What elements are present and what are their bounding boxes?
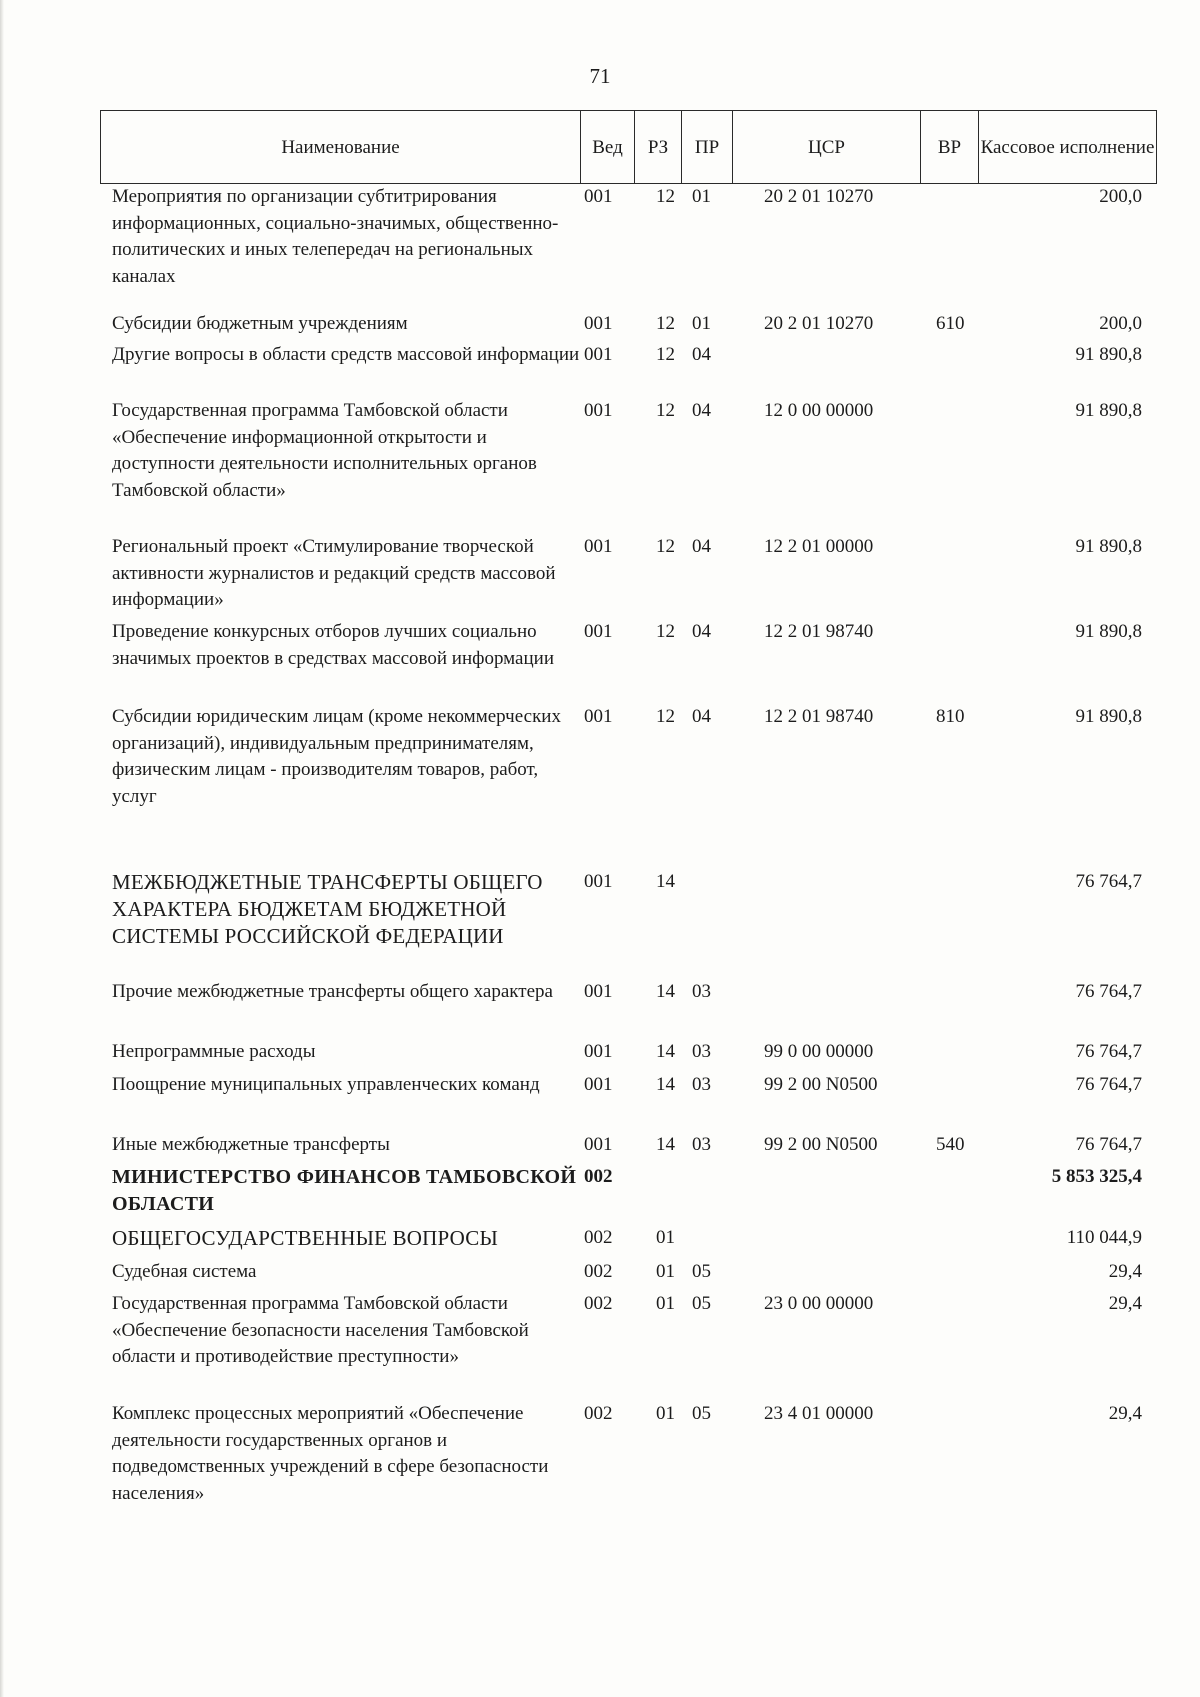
row-rz: 12 xyxy=(656,186,675,207)
row-pr: 05 xyxy=(692,1403,711,1424)
row-ved: 001 xyxy=(584,344,613,365)
row-ved: 002 xyxy=(584,1261,613,1282)
row-rz: 14 xyxy=(656,1041,675,1062)
row-pr: 03 xyxy=(692,1134,711,1155)
row-name: Субсидии бюджетным учреждениям xyxy=(112,313,408,334)
row-amount: 91 890,8 xyxy=(1075,621,1142,642)
row-name: Субсидии юридическим лицам (кроме некоммерческих организаций), индивидуальным предпринимателям, физическим лицам - производителям товаров, работ, услуг xyxy=(112,706,561,807)
row-rz: 14 xyxy=(656,1074,675,1095)
row-amount: 76 764,7 xyxy=(1075,1134,1142,1155)
row-amount: 76 764,7 xyxy=(1075,871,1142,892)
row-rz: 12 xyxy=(656,400,675,421)
row-amount: 200,0 xyxy=(1099,186,1142,207)
row-vr: 540 xyxy=(936,1134,965,1155)
row-pr: 04 xyxy=(692,344,711,365)
row-csr: 23 0 00 00000 xyxy=(764,1293,874,1314)
row-rz: 14 xyxy=(656,871,675,892)
row-amount: 29,4 xyxy=(1108,1261,1142,1282)
row-amount: 110 044,9 xyxy=(1066,1227,1142,1248)
row-amount: 76 764,7 xyxy=(1075,1041,1142,1062)
row-name: Иные межбюджетные трансферты xyxy=(112,1134,390,1155)
row-rz: 12 xyxy=(656,344,675,365)
row-amount: 91 890,8 xyxy=(1075,536,1142,557)
row-ved: 001 xyxy=(584,1074,613,1095)
row-pr: 01 xyxy=(692,186,711,207)
row-name: Проведение конкурсных отборов лучших социально значимых проектов в средствах массовой информации xyxy=(112,621,554,669)
row-csr: 20 2 01 10270 xyxy=(764,313,874,334)
row-amount: 200,0 xyxy=(1099,313,1142,334)
row-csr: 12 2 01 98740 xyxy=(764,706,874,727)
row-csr: 12 0 00 00000 xyxy=(764,400,874,421)
row-ved: 002 xyxy=(584,1293,613,1314)
header-vr: ВР xyxy=(920,111,978,183)
row-ved: 001 xyxy=(584,1041,613,1062)
row-name: МЕЖБЮДЖЕТНЫЕ ТРАНСФЕРТЫ ОБЩЕГО ХАРАКТЕРА БЮДЖЕТАМ БЮДЖЕТНОЙ СИСТЕМЫ РОССИЙСКОЙ ФЕДЕРАЦИИ xyxy=(112,870,543,948)
row-name: МИНИСТЕРСТВО ФИНАНСОВ ТАМБОВСКОЙ ОБЛАСТИ xyxy=(112,1166,577,1215)
row-ved: 001 xyxy=(584,400,613,421)
row-name: Комплекс процессных мероприятий «Обеспечение деятельности государственных органов и подведомственных учреждений в сфере безопасности населения» xyxy=(112,1403,549,1504)
row-name: Региональный проект «Стимулирование творческой активности журналистов и редакций средств массовой информации» xyxy=(112,536,556,610)
row-csr: 99 2 00 N0500 xyxy=(764,1134,878,1155)
row-pr: 01 xyxy=(692,313,711,334)
row-pr: 04 xyxy=(692,400,711,421)
row-rz: 12 xyxy=(656,536,675,557)
row-pr: 04 xyxy=(692,621,711,642)
row-amount: 29,4 xyxy=(1108,1403,1142,1424)
row-vr: 810 xyxy=(936,706,965,727)
row-rz: 14 xyxy=(656,1134,675,1155)
row-ved: 002 xyxy=(584,1166,613,1187)
header-rz: РЗ xyxy=(634,111,681,183)
row-pr: 04 xyxy=(692,706,711,727)
page-number: 71 xyxy=(589,64,611,88)
row-rz: 12 xyxy=(656,706,675,727)
row-name: Прочие межбюджетные трансферты общего характера xyxy=(112,981,553,1002)
row-amount: 91 890,8 xyxy=(1075,400,1142,421)
row-name: Государственная программа Тамбовской области «Обеспечение информационной открытости и доступности деятельности исполнительных органов Тамбовской области» xyxy=(112,400,537,501)
row-amount: 76 764,7 xyxy=(1075,1074,1142,1095)
row-ved: 001 xyxy=(584,981,613,1002)
row-pr: 03 xyxy=(692,981,711,1002)
row-ved: 002 xyxy=(584,1403,613,1424)
row-amount: 5 853 325,4 xyxy=(1051,1166,1142,1187)
row-rz: 01 xyxy=(656,1227,675,1248)
row-amount: 91 890,8 xyxy=(1075,706,1142,727)
row-pr: 03 xyxy=(692,1041,711,1062)
row-ved: 001 xyxy=(584,1134,613,1155)
row-ved: 001 xyxy=(584,186,613,207)
row-pr: 05 xyxy=(692,1293,711,1314)
row-name: Другие вопросы в области средств массовой информации xyxy=(112,344,580,365)
header-amount: Кассовое исполнение xyxy=(978,111,1156,183)
header-ved: Вед xyxy=(580,111,634,183)
row-csr: 99 2 00 N0500 xyxy=(764,1074,878,1095)
row-ved: 002 xyxy=(584,1227,613,1248)
row-rz: 01 xyxy=(656,1261,675,1282)
row-ved: 001 xyxy=(584,536,613,557)
row-pr: 05 xyxy=(692,1261,711,1282)
row-amount: 91 890,8 xyxy=(1075,344,1142,365)
row-name: Государственная программа Тамбовской области «Обеспечение безопасности населения Тамбовской области и противодействие преступности» xyxy=(112,1293,529,1367)
row-rz: 01 xyxy=(656,1293,675,1314)
row-rz: 12 xyxy=(656,313,675,334)
row-vr: 610 xyxy=(936,313,965,334)
row-pr: 03 xyxy=(692,1074,711,1095)
row-ved: 001 xyxy=(584,871,613,892)
row-csr: 23 4 01 00000 xyxy=(764,1403,874,1424)
row-ved: 001 xyxy=(584,313,613,334)
row-rz: 12 xyxy=(656,621,675,642)
row-csr: 99 0 00 00000 xyxy=(764,1041,874,1062)
row-amount: 76 764,7 xyxy=(1075,981,1142,1002)
row-name: ОБЩЕГОСУДАРСТВЕННЫЕ ВОПРОСЫ xyxy=(112,1226,498,1250)
row-name: Судебная система xyxy=(112,1261,257,1282)
row-csr: 20 2 01 10270 xyxy=(764,186,874,207)
row-csr: 12 2 01 00000 xyxy=(764,536,874,557)
header-name: Наименование xyxy=(281,136,400,158)
row-ved: 001 xyxy=(584,621,613,642)
row-csr: 12 2 01 98740 xyxy=(764,621,874,642)
row-rz: 14 xyxy=(656,981,675,1002)
row-ved: 001 xyxy=(584,706,613,727)
row-rz: 01 xyxy=(656,1403,675,1424)
row-amount: 29,4 xyxy=(1108,1293,1142,1314)
row-name: Непрограммные расходы xyxy=(112,1041,316,1062)
row-name: Мероприятия по организации субтитрирования информационных, социально-значимых, общественно-политических и иных телепередач на региональных каналах xyxy=(112,186,559,287)
header-pr: ПР xyxy=(681,111,732,183)
row-name: Поощрение муниципальных управленческих команд xyxy=(112,1074,540,1095)
header-csr: ЦСР xyxy=(732,111,920,183)
row-pr: 04 xyxy=(692,536,711,557)
